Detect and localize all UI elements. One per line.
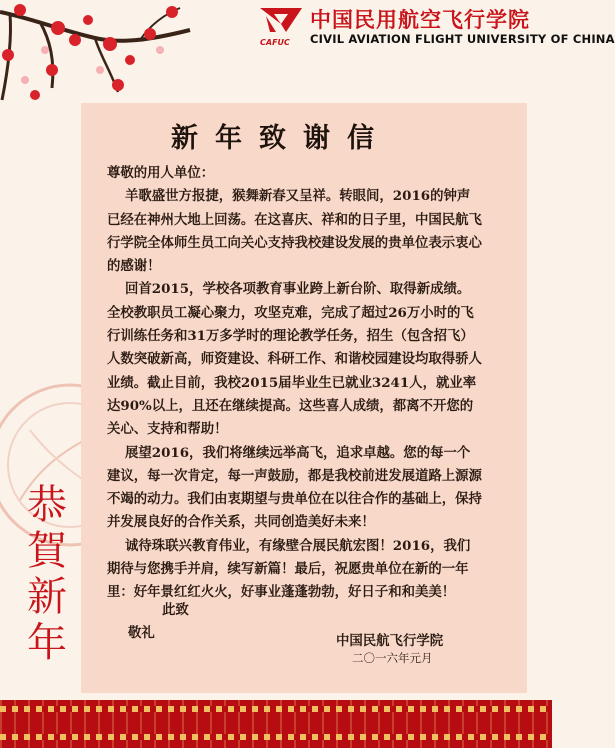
signature-organization: 中国民航飞行学院 (336, 633, 444, 649)
greeting-char: 新 (27, 574, 67, 620)
paragraph-2: 回首2015，学校各项教育事业跨上新台阶、取得新成绩。全校教职员工凝心聚力，攻坚克难，完成了超过26万小时的飞行训练任务和31万多学时的理论教学任务，招生（包含招飞）人数突破新高，师资建设、科研工作、和谐校园建设均取得骄人业绩。截止目前，我校2015届毕业生已就业3241人，就业率达90%以上，且还在继续提高。这些喜人成绩，都离不开您的关心、支持和帮助！ (107, 281, 482, 438)
greeting-char: 恭 (27, 482, 67, 528)
university-logo (258, 2, 615, 52)
paragraph-4: 诚待珠联兴教育伟业，有缘壁合展民航宏图！2016，我们期待与您携手并肩，续写新篇！最后，祝愿贵单位在新的一年里：好年景红红火火，好事业蓬蓬勃勃，好日子和和美美！ (107, 537, 471, 601)
letter-body (107, 162, 483, 605)
greeting-char: 年 (27, 620, 67, 666)
bottom-pattern-stripe (0, 706, 552, 712)
paragraph-3: 展望2016，我们将继续远举高飞，追求卓越。您的每一个建议，每一次肯定，每一声鼓励，都是我校前进发展道路上源源不竭的动力。我们由衷期望与贵单位在以往合作的基础上，保持并发展良好的合作关系，共同创造美好未来！ (107, 444, 482, 531)
greeting-char: 賀 (27, 528, 67, 574)
new-year-greeting (22, 482, 72, 666)
closing-line-1: 此致 (162, 602, 189, 618)
logo-english-name: CIVIL AVIATION FLIGHT UNIVERSITY OF CHINA (310, 32, 615, 46)
paragraph-1: 羊歌盛世方报捷，猴舞新春又呈祥。转眼间，2016的钟声已经在神州大地上回荡。在这喜庆、祥和的日子里，中国民航飞行学院全体师生员工向关心支持我校建设发展的贵单位表示衷心的感谢！ (107, 188, 482, 275)
logo-abbreviation: CAFUC (260, 38, 290, 47)
signature-date: 二〇一六年元月 (352, 651, 433, 665)
salutation: 尊敬的用人单位： (107, 165, 215, 181)
bottom-pattern-stripe (0, 734, 552, 740)
closing-line-2: 敬礼 (128, 625, 155, 641)
letter-title: 新年致谢信 (171, 123, 391, 154)
logo-chinese-name: 中国民用航空飞行学院 (310, 7, 530, 32)
